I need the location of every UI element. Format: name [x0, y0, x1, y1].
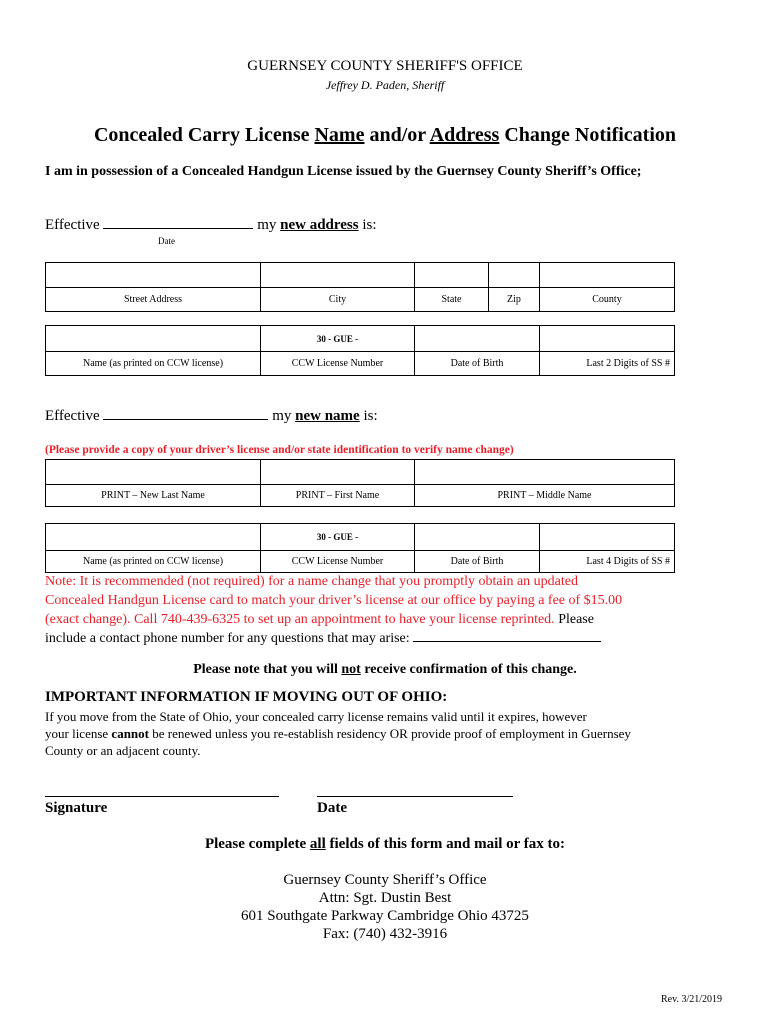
intro-statement: I am in possession of a Concealed Handgun License issued by the Guernsey County Sheriff’s Office;: [45, 164, 642, 179]
ss-digits-input[interactable]: [540, 326, 675, 352]
column-label: Date of Birth: [415, 352, 540, 376]
effective-date-field[interactable]: [103, 216, 253, 229]
middle-name-input[interactable]: [415, 460, 675, 485]
column-label: Street Address: [46, 288, 261, 312]
dob-input[interactable]: [415, 524, 540, 551]
new-name-table: [45, 459, 675, 507]
reprint-note: Note: It is recommended (not required) for a name change that you promptly obtain an updated Concealed Handgun License card to match your driver’s license at our office by paying a fee of $15.00 (exact change). Call 740-439-6325 to set up an appointment to have your license reprinted. Please include a contact phone number for any questions that may arise:: [45, 574, 623, 646]
office-name: GUERNSEY COUNTY SHERIFF'S OFFICE: [247, 58, 523, 74]
ccw-name-input[interactable]: [46, 524, 261, 551]
license-number-input[interactable]: 30 - GUE -: [261, 524, 415, 551]
column-label: Date of Birth: [415, 551, 540, 573]
license-info-table-address: [45, 325, 675, 376]
form-title: Concealed Carry License Name and/or Address Change Notification: [93, 124, 677, 146]
column-label: City: [261, 288, 415, 312]
street-address-input[interactable]: [46, 263, 261, 288]
column-label: PRINT – Middle Name: [415, 485, 675, 507]
address-line: 601 Southgate Parkway Cambridge Ohio 43725: [241, 908, 529, 924]
ss-digits-input[interactable]: [540, 524, 675, 551]
column-label: PRINT – First Name: [261, 485, 415, 507]
city-input[interactable]: [261, 263, 415, 288]
signature-label: Signature: [45, 800, 108, 816]
county-input[interactable]: [540, 263, 675, 288]
signature-date-field[interactable]: [317, 796, 513, 797]
important-heading: IMPORTANT INFORMATION IF MOVING OUT OF OHIO:: [45, 689, 448, 705]
column-label: PRINT – New Last Name: [46, 485, 261, 507]
mail-instructions: Please complete all fields of this form and mail or fax to:: [204, 836, 566, 852]
zip-input[interactable]: [489, 263, 540, 288]
contact-phone-field[interactable]: [413, 629, 601, 642]
column-label: County: [540, 288, 675, 312]
id-copy-notice: (Please provide a copy of your driver’s license and/or state identification to verify name change): [45, 444, 514, 456]
dob-input[interactable]: [415, 326, 540, 352]
first-name-input[interactable]: [261, 460, 415, 485]
column-label: State: [415, 288, 489, 312]
address-line: Guernsey County Sheriff’s Office: [283, 872, 487, 888]
signature-field[interactable]: [45, 796, 279, 797]
address-line: Attn: Sgt. Dustin Best: [318, 890, 452, 906]
effective-name-date-field[interactable]: [103, 407, 268, 420]
column-label: Zip: [489, 288, 540, 312]
revision-date: Rev. 3/21/2019: [661, 994, 723, 1005]
column-label: Last 4 Digits of SS #: [540, 551, 675, 573]
mailing-address: [0, 871, 770, 943]
effective-name-line: Effective my new name is:: [45, 408, 378, 424]
moving-info: If you move from the State of Ohio, your concealed carry license remains valid until it expires, however your license cannot be renewed unless you re-establish residency OR provide proof of employment in Guernsey County or an adjacent county.: [45, 709, 631, 758]
column-label: Name (as printed on CCW license): [46, 551, 261, 573]
column-label: CCW License Number: [261, 352, 415, 376]
ccw-name-input[interactable]: [46, 326, 261, 352]
date-caption: Date: [158, 236, 175, 246]
new-address-table: [45, 262, 675, 312]
column-label: CCW License Number: [261, 551, 415, 573]
fax-line: Fax: (740) 432-3916: [322, 926, 448, 942]
state-input[interactable]: [415, 263, 489, 288]
column-label: Last 2 Digits of SS #: [540, 352, 675, 376]
date-label: Date: [317, 800, 347, 816]
last-name-input[interactable]: [46, 460, 261, 485]
column-label: Name (as printed on CCW license): [46, 352, 261, 376]
confirmation-note: Please note that you will not receive confirmation of this change.: [193, 662, 577, 677]
license-number-input[interactable]: 30 - GUE -: [261, 326, 415, 352]
sheriff-name: Jeffrey D. Paden, Sheriff: [325, 78, 445, 92]
effective-address-line: Effective my new address is:: [45, 217, 377, 233]
license-info-table-name: [45, 523, 675, 573]
